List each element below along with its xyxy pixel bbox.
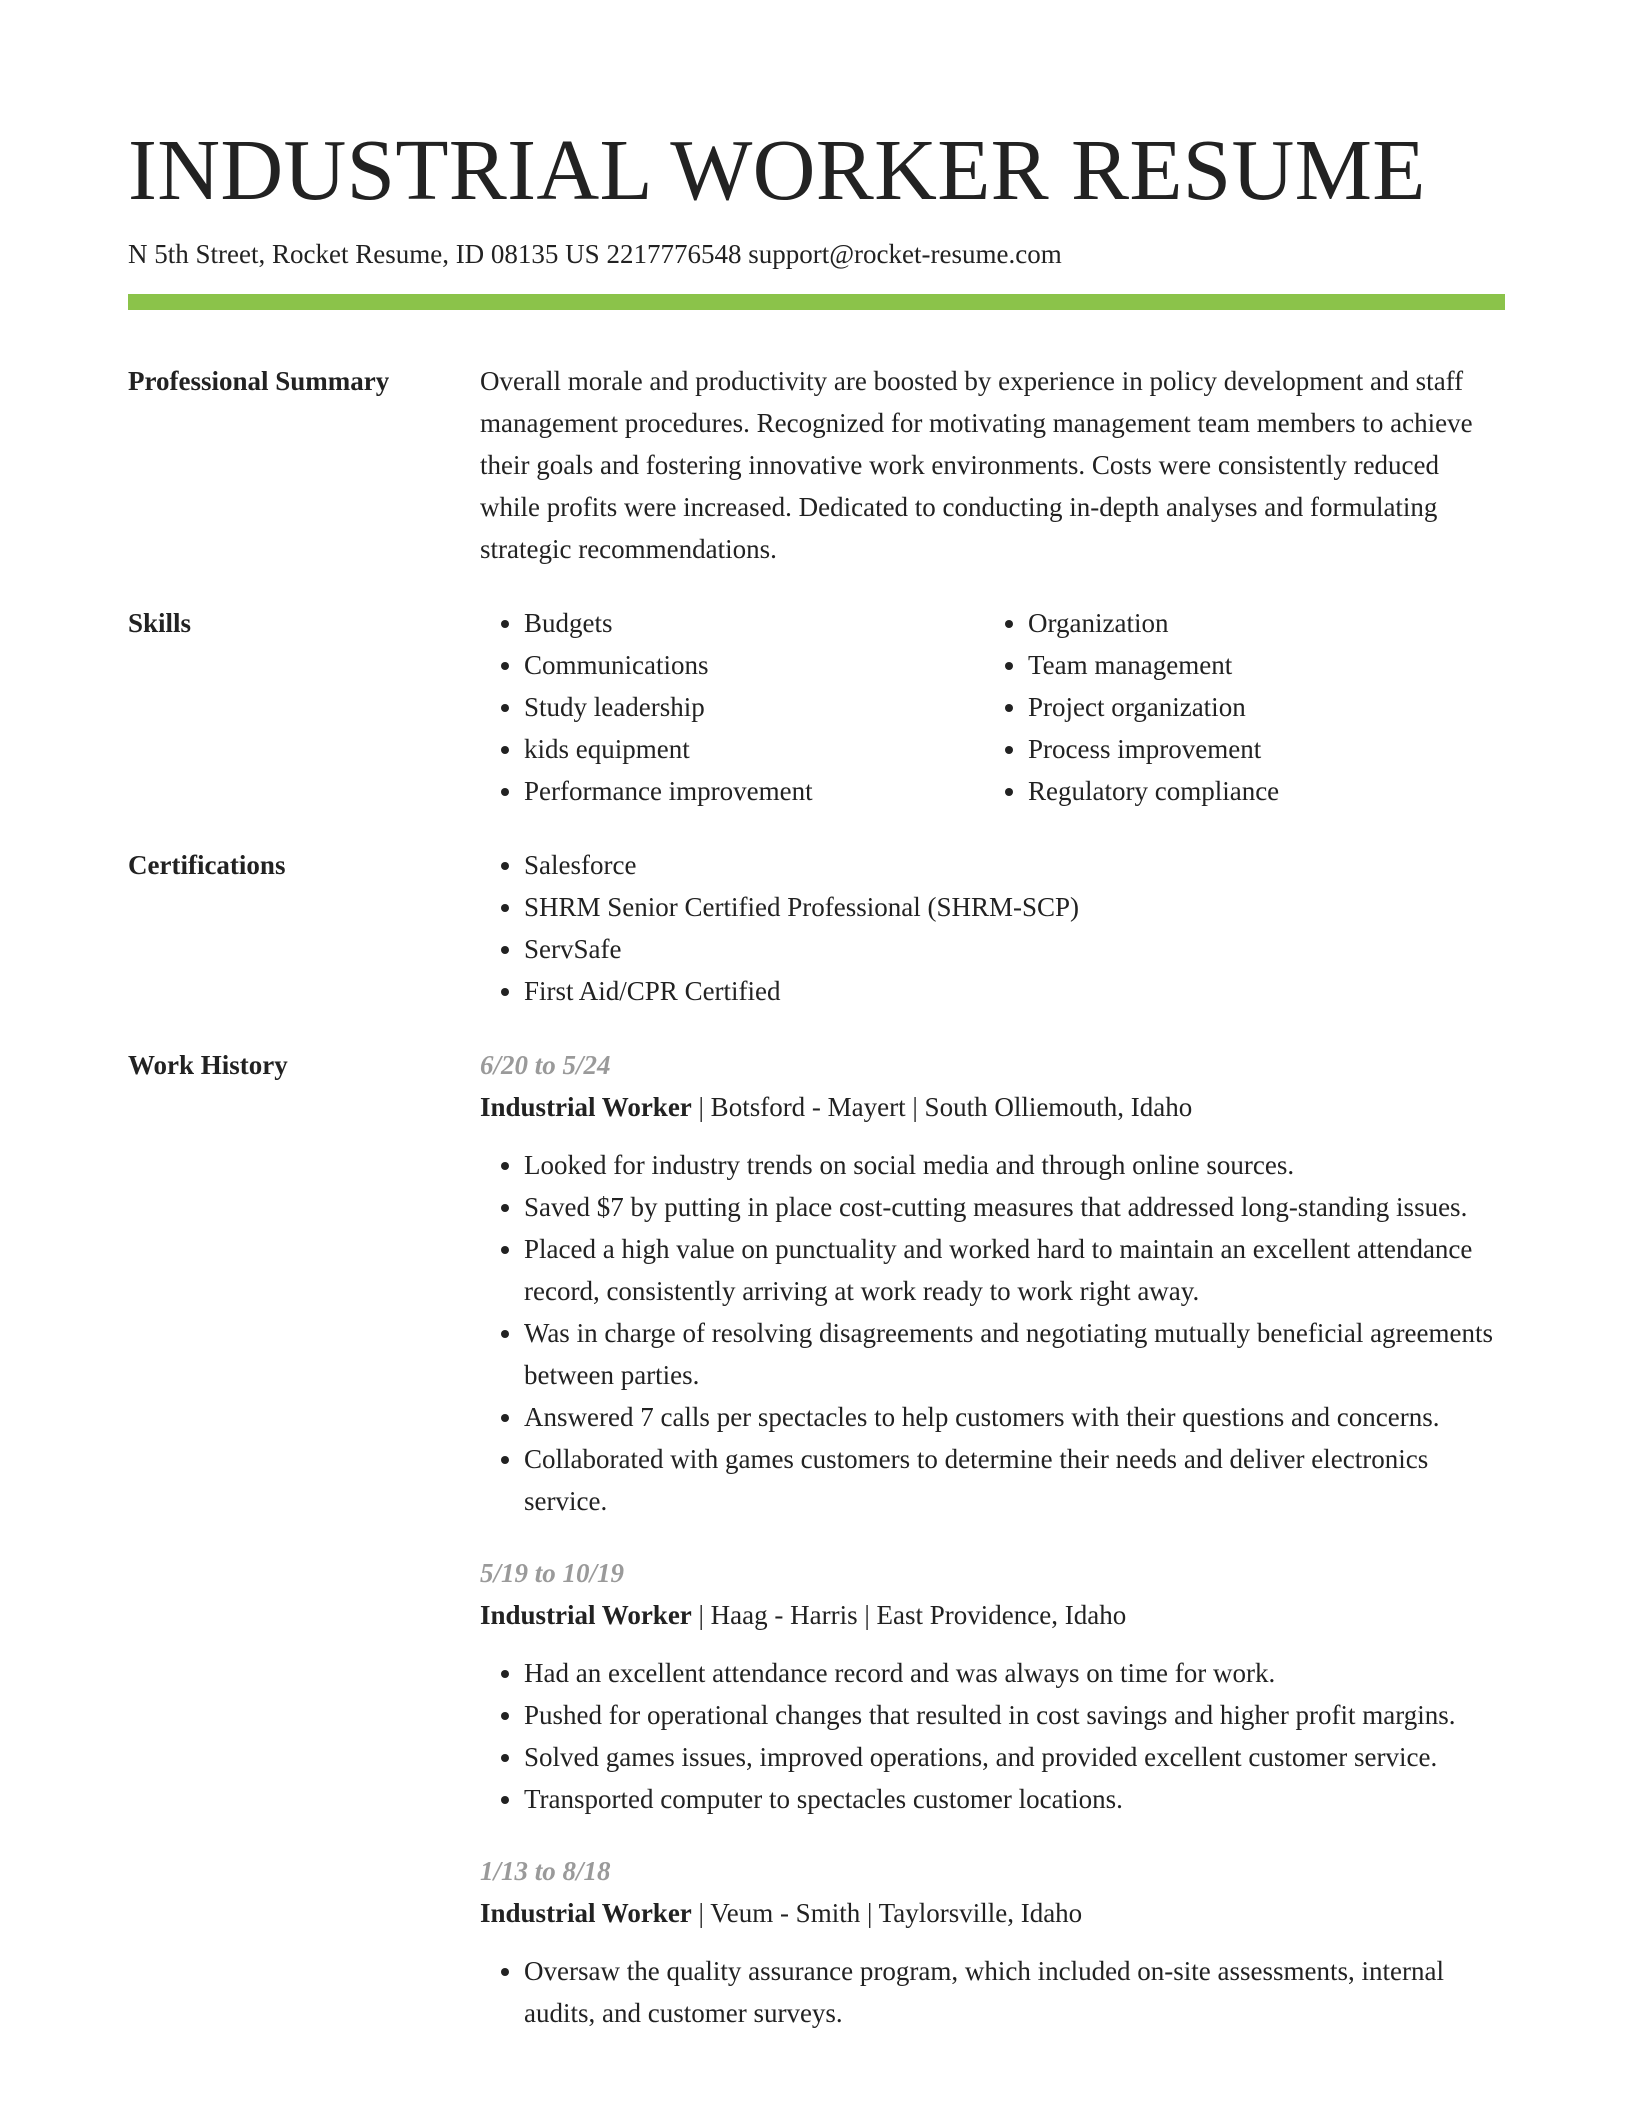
certification-item: • SHRM Senior Certified Professional (SHRM-SCP) bbox=[524, 886, 1505, 928]
section-label-summary: Professional Summary bbox=[128, 366, 390, 396]
skill-item: • kids equipment bbox=[524, 728, 984, 770]
job-bullet: • Had an excellent attendance record and was always on time for work. bbox=[524, 1652, 1505, 1694]
job-dates: 6/20 to 5/24 bbox=[480, 1050, 611, 1080]
job-bullet: • Answered 7 calls per spectacles to help customers with their questions and concerns. bbox=[524, 1396, 1505, 1438]
skill-item: • Project organization bbox=[1028, 686, 1488, 728]
job-bullet: • Collaborated with games customers to determine their needs and deliver electronics service. bbox=[524, 1438, 1505, 1522]
job-details: | Veum - Smith | Taylorsville, Idaho bbox=[691, 1898, 1083, 1928]
job-title: Industrial Worker bbox=[480, 1898, 692, 1928]
job-title: Industrial Worker bbox=[480, 1092, 692, 1122]
skills-section bbox=[128, 602, 1505, 812]
summary-text: Overall morale and productivity are boosted by experience in policy development and staff management procedures. Recognized for motivating management team members to achieve their goals and fostering innovative work environments. Costs were consistently reduced while profits were increased. Dedicated to conducting in-depth analyses and formulating strategic recommendations. bbox=[480, 366, 1473, 564]
job-entry bbox=[480, 1552, 1505, 1820]
job-bullets bbox=[480, 1950, 1505, 2034]
job-bullet: • Saved $7 by putting in place cost-cutting measures that addressed long-standing issues. bbox=[524, 1186, 1505, 1228]
section-label-work-history: Work History bbox=[128, 1050, 288, 1080]
job-heading bbox=[480, 1086, 1505, 1128]
job-bullet: • Oversaw the quality assurance program, which included on-site assessments, internal audits, and customer surveys. bbox=[524, 1950, 1505, 2034]
skill-item: • Study leadership bbox=[524, 686, 984, 728]
skill-item: • Team management bbox=[1028, 644, 1488, 686]
certification-item: • Salesforce bbox=[524, 844, 1505, 886]
job-title: Industrial Worker bbox=[480, 1600, 692, 1630]
job-heading bbox=[480, 1892, 1505, 1934]
skill-item: • Performance improvement bbox=[524, 770, 984, 812]
job-bullet: • Was in charge of resolving disagreements and negotiating mutually beneficial agreements between parties. bbox=[524, 1312, 1505, 1396]
skill-item: • Communications bbox=[524, 644, 984, 686]
job-bullet: • Placed a high value on punctuality and worked hard to maintain an excellent attendance record, consistently arriving at work ready to work right away. bbox=[524, 1228, 1505, 1312]
section-label-certifications: Certifications bbox=[128, 850, 286, 880]
certification-item: • ServSafe bbox=[524, 928, 1505, 970]
job-bullet: • Solved games issues, improved operations, and provided excellent customer service. bbox=[524, 1736, 1505, 1778]
skills-list-left bbox=[480, 602, 984, 812]
certification-item: • First Aid/CPR Certified bbox=[524, 970, 1505, 1012]
job-bullet: • Pushed for operational changes that resulted in cost savings and higher profit margins. bbox=[524, 1694, 1505, 1736]
skill-item: • Budgets bbox=[524, 602, 984, 644]
job-details: | Haag - Harris | East Providence, Idaho bbox=[691, 1600, 1127, 1630]
job-heading bbox=[480, 1594, 1505, 1636]
job-dates: 1/13 to 8/18 bbox=[480, 1856, 611, 1886]
job-bullets bbox=[480, 1652, 1505, 1820]
skills-grid bbox=[480, 602, 1505, 812]
work-history-section bbox=[128, 1044, 1505, 2034]
skill-item: • Organization bbox=[1028, 602, 1488, 644]
certifications-list bbox=[480, 844, 1505, 1012]
skill-item: • Process improvement bbox=[1028, 728, 1488, 770]
skills-list-right bbox=[984, 602, 1488, 812]
contact-line: N 5th Street, Rocket Resume, ID 08135 US 2217776548 support@rocket-resume.com bbox=[128, 239, 1062, 269]
job-bullet: • Looked for industry trends on social media and through online sources. bbox=[524, 1144, 1505, 1186]
section-label-skills: Skills bbox=[128, 608, 192, 638]
summary-section bbox=[128, 360, 1505, 570]
skill-item: • Regulatory compliance bbox=[1028, 770, 1488, 812]
accent-divider bbox=[128, 294, 1505, 310]
job-entry bbox=[480, 1850, 1505, 2034]
resume-title: INDUSTRIAL WORKER RESUME bbox=[128, 121, 1426, 218]
job-details: | Botsford - Mayert | South Olliemouth, Idaho bbox=[691, 1092, 1193, 1122]
certifications-section bbox=[128, 844, 1505, 1012]
job-bullets bbox=[480, 1144, 1505, 1522]
job-dates: 5/19 to 10/19 bbox=[480, 1558, 625, 1588]
job-bullet: • Transported computer to spectacles customer locations. bbox=[524, 1778, 1505, 1820]
resume-page bbox=[128, 0, 1505, 2034]
job-entry bbox=[480, 1044, 1505, 1522]
